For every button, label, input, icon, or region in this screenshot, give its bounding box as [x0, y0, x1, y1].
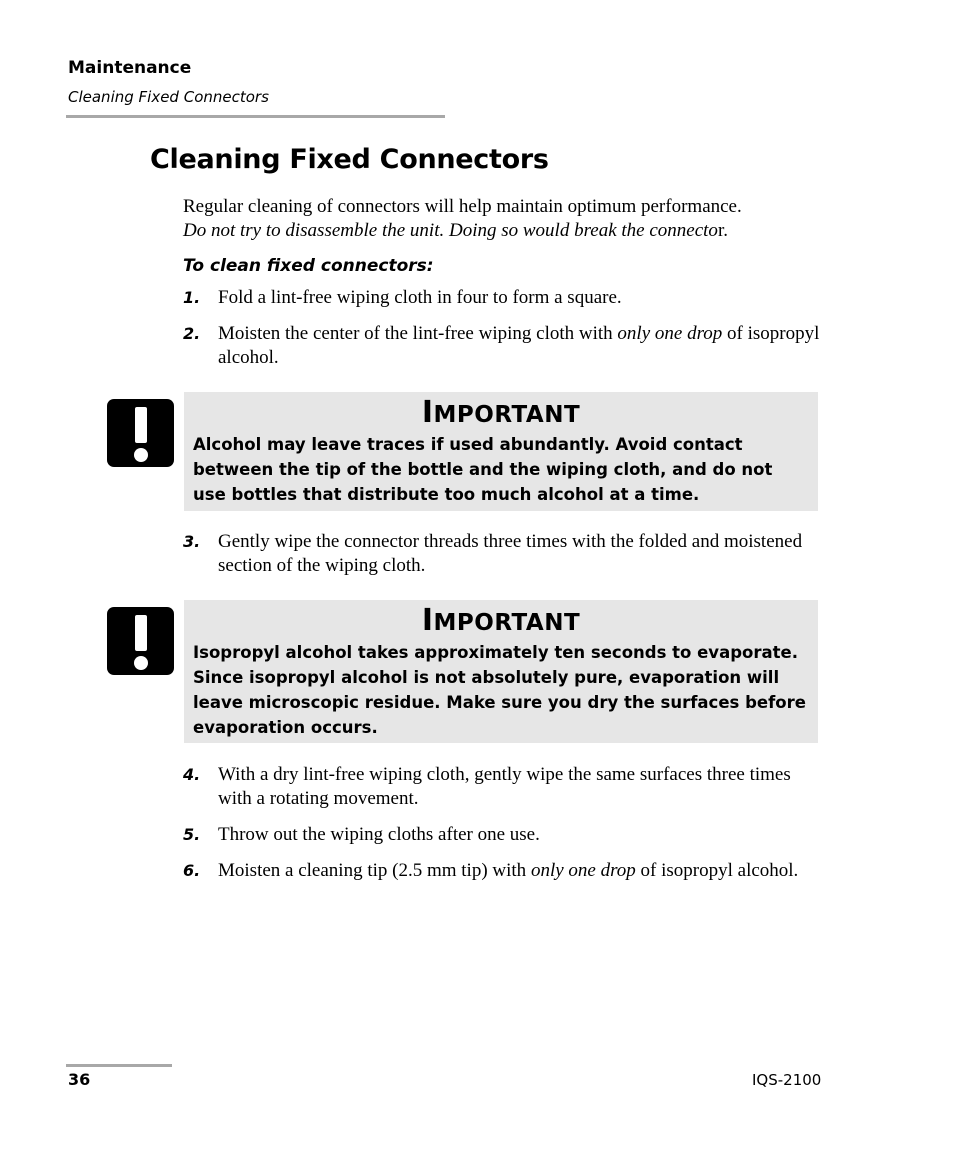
step-item	[183, 530, 823, 578]
step-item	[183, 763, 823, 811]
step-number: 2.	[183, 324, 201, 343]
step-number: 5.	[183, 825, 201, 844]
notice-heading-cap: I	[421, 395, 434, 430]
step-item	[183, 286, 823, 310]
step-item	[183, 859, 823, 907]
exclamation-icon	[107, 399, 174, 467]
notice-heading-rest: MPORTANT	[433, 402, 581, 428]
notice-heading	[184, 396, 818, 432]
step-text	[218, 859, 823, 883]
notice-text: Isopropyl alcohol takes approximately ten seconds to evaporate. Since isopropyl alcohol is not absolutely pure, evaporation will leave microscopic residue. Make sure you dry the surfaces before evaporation occurs.	[193, 643, 806, 737]
exclamation-icon	[107, 607, 174, 675]
intro-warning: Do not try to disassemble the unit. Doing so would break the connecto	[183, 220, 718, 241]
step-text-post: of isopropyl alcohol.	[635, 860, 799, 881]
step-text: Throw out the wiping cloths after one use.	[218, 824, 540, 845]
footer-model: IQS-2100	[752, 1071, 822, 1089]
running-header-section: Maintenance	[68, 58, 192, 78]
intro-paragraph	[183, 195, 823, 243]
step-text: Fold a lint-free wiping cloth in four to form a square.	[218, 287, 622, 308]
step-number: 6.	[183, 861, 201, 880]
header-divider	[66, 115, 445, 118]
step-number: 1.	[183, 288, 201, 307]
step-text: With a dry lint-free wiping cloth, gently wipe the same surfaces three times with a rotating movement.	[218, 764, 791, 809]
step-number: 3.	[183, 532, 201, 551]
notice-heading-cap: I	[421, 603, 434, 638]
notice-heading	[184, 604, 818, 640]
procedure-title: To clean fixed connectors:	[183, 256, 434, 276]
notice-text: Alcohol may leave traces if used abundantly. Avoid contact between the tip of the bottle and the wiping cloth, and do not use bottles that distribute too much alcohol at a time.	[193, 435, 773, 504]
step-number: 4.	[183, 765, 201, 784]
intro-warning-tail: r.	[717, 220, 728, 241]
page-title: Cleaning Fixed Connectors	[150, 144, 549, 175]
step-text	[218, 322, 823, 370]
step-text-pre: Moisten a cleaning tip (2.5 mm tip) with	[218, 860, 531, 881]
footer-divider	[66, 1064, 172, 1067]
step-text-emphasis: only one drop	[530, 860, 636, 881]
step-item	[183, 322, 823, 370]
step-text-pre: Moisten the center of the lint-free wiping cloth with	[218, 323, 618, 344]
step-text: Gently wipe the connector threads three times with the folded and moistened section of the wiping cloth.	[218, 531, 803, 576]
page-number: 36	[68, 1070, 91, 1089]
important-notice	[184, 600, 818, 743]
step-item	[183, 823, 823, 847]
notice-heading-rest: MPORTANT	[433, 610, 581, 636]
step-text-emphasis: only one drop	[617, 323, 723, 344]
step-text-post: of isopropyl alcohol.	[218, 323, 820, 368]
important-notice	[184, 392, 818, 511]
running-header-subsection: Cleaning Fixed Connectors	[68, 88, 269, 106]
intro-text: Regular cleaning of connectors will help maintain optimum performance.	[183, 196, 742, 217]
